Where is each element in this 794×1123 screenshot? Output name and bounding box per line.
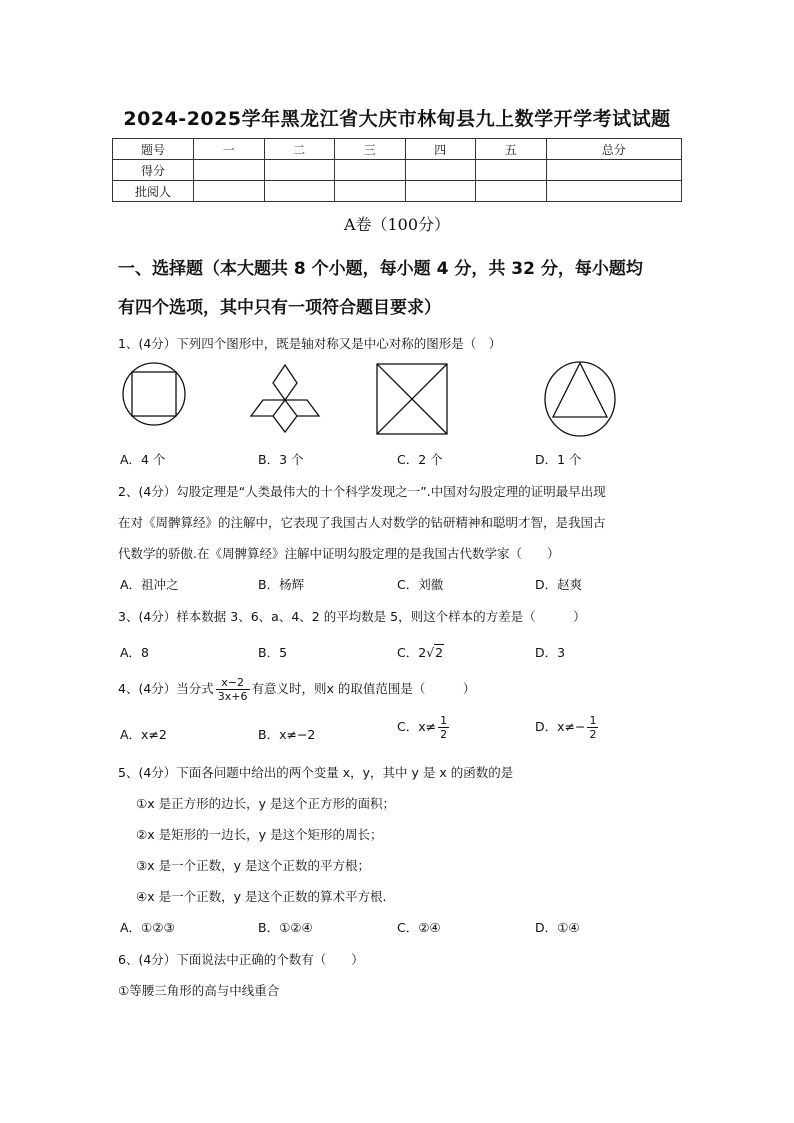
q6-item-1: ①等腰三角形的高与中线重合	[118, 983, 280, 998]
q4-d-fraction	[587, 714, 598, 741]
score-cell	[476, 181, 547, 202]
q4-option-c-label: C．x≠	[397, 719, 437, 734]
q3-stem: 3、(4分）样本数据 3、6、a、4、2 的平均数是 5，则这个样本的方差是（ ）	[118, 609, 586, 624]
q2-line3: 代数学的骄傲.在《周髀算经》注解中证明勾股定理的是我国古代数学家（ ）	[118, 546, 560, 561]
q4-stem-post: 有意义时，则x 的取值范围是（ ）	[251, 681, 476, 696]
score-row-label: 得分	[113, 160, 194, 181]
score-cell	[546, 160, 682, 181]
q4-option-a[interactable]: A．x≠2	[120, 727, 167, 742]
figure-square-diagonals	[374, 361, 450, 437]
q2-option-c[interactable]: C．刘徽	[397, 577, 444, 592]
q1-option-a[interactable]: A．4 个	[120, 452, 166, 467]
q3-option-c[interactable]	[397, 643, 444, 661]
score-row-label: 批阅人	[113, 181, 194, 202]
q5-item-2: ②x 是矩形的一边长，y 是这个矩形的周长；	[136, 827, 383, 842]
q5-option-b[interactable]: B．①②④	[258, 920, 313, 935]
score-cell	[405, 160, 476, 181]
q5-item-4: ④x 是一个正数，y 是这个正数的算术平方根.	[136, 889, 387, 904]
q1-option-c[interactable]: C．2 个	[397, 452, 443, 467]
score-header-cell: 四	[405, 139, 476, 160]
q3-option-c-label: C．	[397, 645, 419, 660]
q4-option-d-label: D．x≠−	[535, 719, 586, 734]
q2-line2: 在对《周髀算经》的注解中，它表现了我国古人对数学的钻研精神和聪明才智，是我国古	[118, 515, 606, 530]
q4-stem-pre: 4、(4分）当分式	[118, 681, 214, 696]
q5-option-c[interactable]: C．②④	[397, 920, 441, 935]
score-cell	[264, 160, 335, 181]
q6-stem: 6、(4分）下面说法中正确的个数有（ ）	[118, 952, 364, 967]
q5-item-3: ③x 是一个正数，y 是这个正数的平方根；	[136, 858, 370, 873]
q4-c-fraction	[438, 714, 449, 741]
q1-option-d[interactable]: D．1 个	[535, 452, 582, 467]
figure-circle-square	[120, 360, 190, 430]
q4-c-numerator: 1	[440, 714, 448, 727]
q1-option-b[interactable]: B．3 个	[258, 452, 304, 467]
q4-stem	[118, 676, 475, 703]
score-header-cell: 五	[476, 139, 547, 160]
q3-option-a[interactable]: A．8	[120, 645, 150, 660]
q3-option-b[interactable]: B．5	[258, 645, 288, 660]
figure-three-rhombuses	[237, 360, 333, 436]
q4-option-d[interactable]	[535, 714, 600, 741]
section1-heading-line1: 一、选择题（本大题共 8 个小题，每小题 4 分，共 32 分，每小题均	[118, 259, 643, 279]
section1-heading-line2: 有四个选项，其中只有一项符合题目要求）	[118, 298, 441, 318]
q5-stem: 5、(4分）下面各问题中给出的两个变量 x，y，其中 y 是 x 的函数的是	[118, 765, 514, 780]
score-table	[112, 138, 682, 202]
q1-stem: 1、(4分）下列四个图形中，既是轴对称又是中心对称的图形是（ ）	[118, 336, 502, 351]
score-table-row	[113, 160, 682, 181]
score-cell	[335, 160, 406, 181]
score-cell	[194, 181, 265, 202]
score-cell	[405, 181, 476, 202]
score-table-header-row	[113, 139, 682, 160]
sqrt-icon: √	[426, 645, 435, 660]
score-header-cell: 三	[335, 139, 406, 160]
q4-option-c[interactable]	[397, 714, 451, 741]
q5-item-1: ①x 是正方形的边长，y 是这个正方形的面积；	[136, 796, 395, 811]
score-cell	[335, 181, 406, 202]
q4-d-denominator: 2	[589, 728, 597, 741]
score-cell	[546, 181, 682, 202]
section-a-title: A卷（100分）	[343, 215, 451, 234]
q4-option-b[interactable]: B．x≠−2	[258, 727, 316, 742]
score-cell	[264, 181, 335, 202]
q2-option-a[interactable]: A．祖冲之	[120, 577, 179, 592]
q4-fraction-numerator: x−2	[216, 676, 250, 690]
q5-option-a[interactable]: A．①②③	[120, 920, 175, 935]
q3-c-radicand: 2	[435, 645, 444, 660]
q4-fraction	[216, 676, 250, 703]
score-cell	[194, 160, 265, 181]
figure-circle-triangle	[540, 359, 620, 439]
q4-c-denominator: 2	[440, 728, 448, 741]
score-header-cell: 二	[264, 139, 335, 160]
q2-option-d[interactable]: D．赵爽	[535, 577, 583, 592]
q3-c-coef: 2	[418, 645, 427, 660]
score-cell	[476, 160, 547, 181]
score-header-cell: 一	[194, 139, 265, 160]
q2-option-b[interactable]: B．杨辉	[258, 577, 305, 592]
score-header-cell: 题号	[113, 139, 194, 160]
exam-title: 2024-2025学年黑龙江省大庆市林甸县九上数学开学考试试题	[123, 108, 671, 130]
q4-fraction-denominator: 3x+6	[217, 690, 248, 703]
score-header-cell: 总分	[546, 139, 682, 160]
q4-d-numerator: 1	[589, 714, 597, 727]
q2-line1: 2、(4分）勾股定理是“人类最伟大的十个科学发现之一”.中国对勾股定理的证明最早出现	[118, 484, 606, 499]
q3-option-d[interactable]: D．3	[535, 645, 566, 660]
score-table-row	[113, 181, 682, 202]
q5-option-d[interactable]: D．①④	[535, 920, 580, 935]
